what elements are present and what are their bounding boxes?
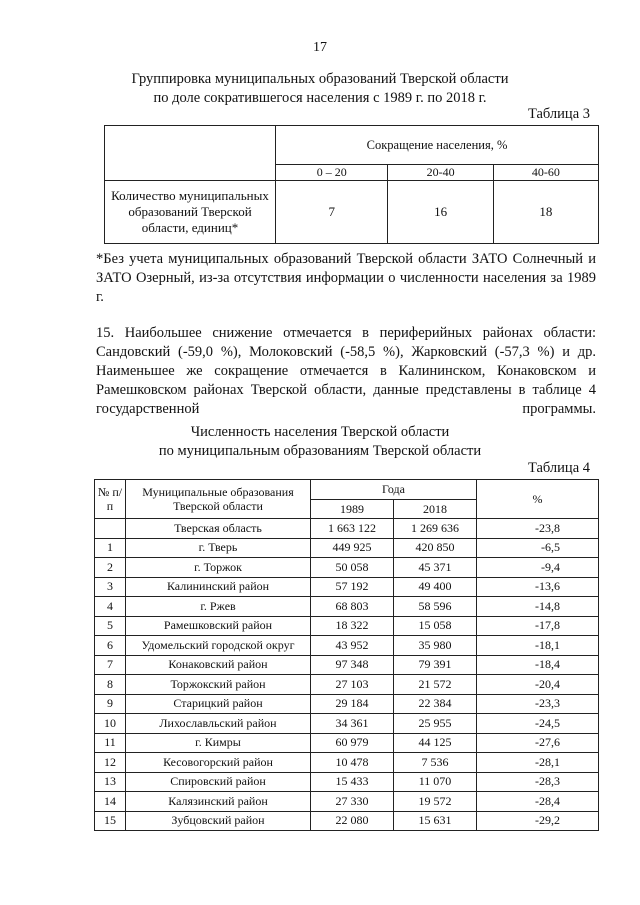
row-1989: 10 478: [311, 753, 394, 773]
row-2018: 22 384: [394, 694, 477, 714]
row-1989: 60 979: [311, 733, 394, 753]
table-row: [95, 597, 599, 617]
row-2018: 7 536: [394, 753, 477, 773]
table4-label: Таблица 4: [527, 460, 590, 476]
row-2018: 15 631: [394, 811, 477, 831]
row-pct: -13,6: [477, 577, 599, 597]
row-pct: -9,4: [477, 558, 599, 578]
row-name: Конаковский район: [126, 655, 311, 675]
row-1989: 29 184: [311, 694, 394, 714]
row-number: 8: [95, 675, 126, 695]
table3-group-header: Сокращение населения, %: [276, 126, 599, 165]
row-name: Зубцовский район: [126, 811, 311, 831]
row-number: 14: [95, 792, 126, 812]
row-2018: 35 980: [394, 636, 477, 656]
table4-title-line1: Численность населения Тверской области: [190, 424, 450, 440]
row-1989: 57 192: [311, 577, 394, 597]
row-1989: 34 361: [311, 714, 394, 734]
table-row: [95, 792, 599, 812]
row-1989: 1 663 122: [311, 519, 394, 539]
table-row: [95, 714, 599, 734]
table-row: [95, 636, 599, 656]
table-row: [95, 753, 599, 773]
row-name: г. Кимры: [126, 733, 311, 753]
table4-header-1989: 1989: [311, 499, 394, 519]
row-2018: 49 400: [394, 577, 477, 597]
table3-range-1: 0 – 20: [276, 165, 388, 181]
table4: [94, 479, 599, 831]
row-number: 13: [95, 772, 126, 792]
table-row: [95, 694, 599, 714]
table3-empty-corner: [105, 126, 276, 181]
row-pct: -29,2: [477, 811, 599, 831]
row-name: Лихославльский район: [126, 714, 311, 734]
row-pct: -6,5: [477, 538, 599, 558]
row-1989: 15 433: [311, 772, 394, 792]
row-pct: -28,3: [477, 772, 599, 792]
row-number: 2: [95, 558, 126, 578]
row-1989: 50 058: [311, 558, 394, 578]
row-2018: 420 850: [394, 538, 477, 558]
table4-title: [0, 423, 640, 461]
page-number: 17: [313, 40, 327, 55]
table-row: [95, 538, 599, 558]
row-pct: -28,4: [477, 792, 599, 812]
row-pct: -28,1: [477, 753, 599, 773]
row-name: Тверская область: [126, 519, 311, 539]
table3-row-label: Количество муниципальных образований Тверской области, единиц*: [105, 181, 276, 244]
row-number: 15: [95, 811, 126, 831]
table-row: [95, 558, 599, 578]
table4-header-name: Муниципальные образования Тверской области: [126, 480, 311, 519]
row-number: 1: [95, 538, 126, 558]
table3: [104, 125, 599, 244]
row-2018: 79 391: [394, 655, 477, 675]
row-2018: 25 955: [394, 714, 477, 734]
row-2018: 21 572: [394, 675, 477, 695]
row-number: [95, 519, 126, 539]
row-name: г. Торжок: [126, 558, 311, 578]
table-row: [95, 616, 599, 636]
table4-header-2018: 2018: [394, 499, 477, 519]
row-name: Старицкий район: [126, 694, 311, 714]
row-number: 10: [95, 714, 126, 734]
table3-title-line2: по доле сократившегося населения с 1989 г. по 2018 г.: [153, 90, 487, 106]
row-1989: 27 330: [311, 792, 394, 812]
row-number: 9: [95, 694, 126, 714]
row-1989: 68 803: [311, 597, 394, 617]
footnote: [96, 250, 596, 307]
table4-header-no: № п/п: [95, 480, 126, 519]
row-name: Калязинский район: [126, 792, 311, 812]
row-pct: -20,4: [477, 675, 599, 695]
row-name: г. Ржев: [126, 597, 311, 617]
row-number: 7: [95, 655, 126, 675]
row-2018: 15 058: [394, 616, 477, 636]
paragraph-15: [96, 324, 596, 419]
table-row: [95, 519, 599, 539]
table4-header-pct: %: [477, 480, 599, 519]
table-row: [95, 577, 599, 597]
row-2018: 1 269 636: [394, 519, 477, 539]
row-1989: 43 952: [311, 636, 394, 656]
row-name: Рамешковский район: [126, 616, 311, 636]
row-number: 11: [95, 733, 126, 753]
row-pct: -23,3: [477, 694, 599, 714]
row-2018: 58 596: [394, 597, 477, 617]
row-number: 12: [95, 753, 126, 773]
row-2018: 19 572: [394, 792, 477, 812]
row-pct: -23,8: [477, 519, 599, 539]
row-name: Кесовогорский район: [126, 753, 311, 773]
row-name: Торжокский район: [126, 675, 311, 695]
table3-title-line1: Группировка муниципальных образований Тверской области: [131, 71, 509, 87]
row-pct: -27,6: [477, 733, 599, 753]
row-pct: -14,8: [477, 597, 599, 617]
row-number: 5: [95, 616, 126, 636]
table-row: [95, 811, 599, 831]
row-number: 3: [95, 577, 126, 597]
row-1989: 449 925: [311, 538, 394, 558]
table3-value-3: 18: [493, 181, 598, 244]
table4-title-line2: по муниципальным образованиям Тверской области: [158, 443, 482, 459]
row-number: 4: [95, 597, 126, 617]
table-row: [95, 675, 599, 695]
table4-header-years: Года: [311, 480, 477, 500]
row-name: Калининский район: [126, 577, 311, 597]
row-1989: 27 103: [311, 675, 394, 695]
row-name: Удомельский городской округ: [126, 636, 311, 656]
table-row: [95, 772, 599, 792]
table3-range-3: 40-60: [493, 165, 598, 181]
row-number: 6: [95, 636, 126, 656]
table3-title: [0, 70, 640, 108]
row-1989: 22 080: [311, 811, 394, 831]
row-2018: 11 070: [394, 772, 477, 792]
row-pct: -24,5: [477, 714, 599, 734]
row-pct: -18,4: [477, 655, 599, 675]
row-2018: 45 371: [394, 558, 477, 578]
table3-value-2: 16: [388, 181, 493, 244]
row-1989: 18 322: [311, 616, 394, 636]
paragraph-15-text: 15. Наибольшее снижение отмечается в периферийных районах области: Сандовский (-59,0 %), Молоковский (-58,5 %), Жарковский (-57,3 %) и др. Наименьшее же сокращение отмечается в Калининском, Конаковском и Рамешковском районах Тверской области, данные представлены в таблице 4 государственной программы.: [96, 325, 596, 417]
row-pct: -18,1: [477, 636, 599, 656]
row-2018: 44 125: [394, 733, 477, 753]
table3-label: Таблица 3: [527, 106, 590, 122]
row-pct: -17,8: [477, 616, 599, 636]
table3-range-2: 20-40: [388, 165, 493, 181]
table3-value-1: 7: [276, 181, 388, 244]
table-row: [95, 733, 599, 753]
row-1989: 97 348: [311, 655, 394, 675]
table-row: [95, 655, 599, 675]
footnote-text: *Без учета муниципальных образований Тверской области ЗАТО Солнечный и ЗАТО Озерный, из-за отсутствия информации о численности населения за 1989 г.: [96, 251, 596, 305]
row-name: г. Тверь: [126, 538, 311, 558]
row-name: Спировский район: [126, 772, 311, 792]
